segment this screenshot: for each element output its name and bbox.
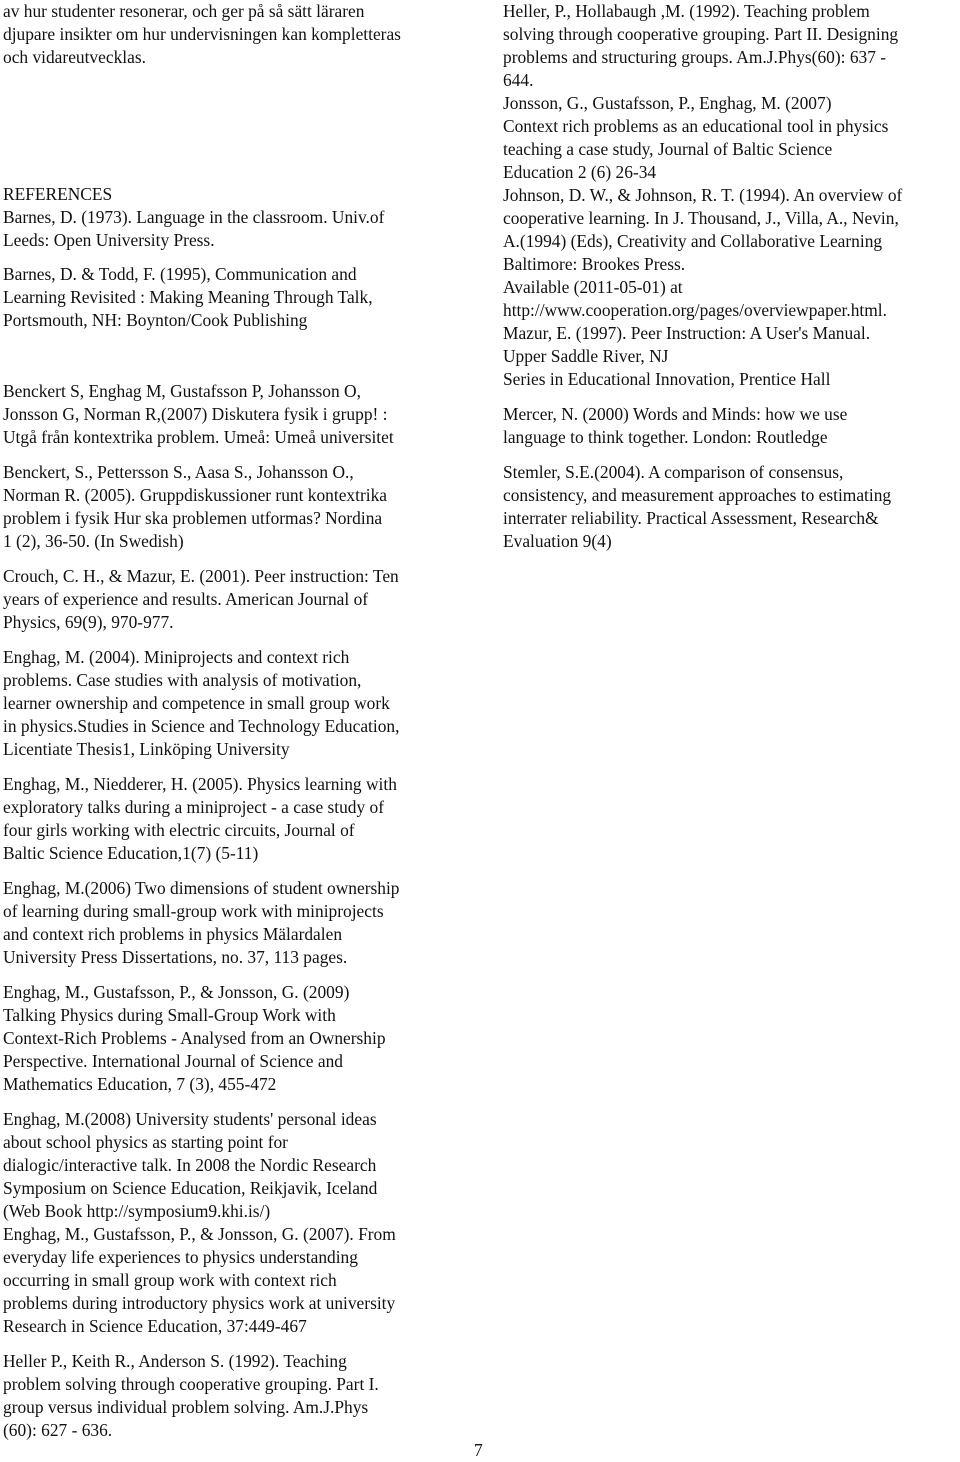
intro-paragraph: av hur studenter resonerar, och ger på så sätt läraren djupare insikter om hur undervisningen kan kompletteras och vidareutvecklas. <box>3 1 401 67</box>
reference-entry: Heller P., Keith R., Anderson S. (1992). Teaching problem solving through cooperative grouping. Part I. group versus individual problem solving. Am.J.Phys (60): 627 - 636. <box>3 1351 379 1440</box>
right-column <box>503 0 958 553</box>
reference-entry: Enghag, M., Gustafsson, P., & Jonsson, G. (2009) Talking Physics during Small-Group Work with Context-Rich Problems - Analysed from an Ownership Perspective. International Journal of Science and Mathematics Education, 7 (3), 455-472 <box>3 982 386 1094</box>
reference-entry: Heller, P., Hollabaugh ,M. (1992). Teaching problem solving through cooperative grouping. Part II. Designing problems and structuring groups. Am.J.Phys(60): 637 - 644. Jonsson, G., Gustafsson, P., Enghag, M. (2007) Context rich problems as an educational tool in physics teaching a case study, Journal of Baltic Science Education 2 (6) 26-34 Johnson, D. W., & Johnson, R. T. (1994). An overview of cooperative learning. In J. Thousand, J., Villa, A., Nevin, A.(1994) (Eds), Creativity and Collaborative Learning Baltimore: Brookes Press. Available (2011-05-01) at http://www.cooperation.org/pages/overviewpaper.html. Mazur, E. (1997). Peer Instruction: A User's Manual. Upper Saddle River, NJ Series in Educational Innovation, Prentice Hall <box>503 1 903 389</box>
reference-entry: Enghag, M.(2008) University students' personal ideas about school physics as starting point for dialogic/interactive talk. In 2008 the Nordic Research Symposium on Science Education, Reikjavik, Iceland (Web Book http://symposium9.khi.is/) Enghag, M., Gustafsson, P., & Jonsson, G. (2007). From everyday life experiences to physics understanding occurring in small group work with context rich problems during introductory physics work at university Research in Science Education, 37:449-467 <box>3 1109 396 1336</box>
reference-entry: Benckert S, Enghag M, Gustafsson P, Johansson O, Jonsson G, Norman R,(2007) Diskutera fysik i grupp! : Utgå från kontextrika problem. Umeå: Umeå universitet <box>3 381 394 447</box>
reference-entry: Enghag, M.(2006) Two dimensions of student ownership of learning during small-group work with miniprojects and context rich problems in physics Mälardalen University Press Dissertations, no. 37, 113 pages. <box>3 878 400 967</box>
reference-entry: Stemler, S.E.(2004). A comparison of consensus, consistency, and measurement approaches to estimating interrater reliability. Practical Assessment, Research& Evaluation 9(4) <box>503 462 892 551</box>
reference-entry: Barnes, D. & Todd, F. (1995), Communication and Learning Revisited : Making Meaning Through Talk, Portsmouth, NH: Boynton/Cook Publishing <box>3 264 373 330</box>
reference-entry: Benckert, S., Pettersson S., Aasa S., Johansson O., Norman R. (2005). Gruppdiskussioner runt kontextrika problem i fysik Hur ska problemen utformas? Nordina 1 (2), 36-50. (In Swedish) <box>3 462 387 551</box>
reference-entry: Enghag, M. (2004). Miniprojects and context rich problems. Case studies with analysis of motivation, learner ownership and competence in small group work in physics.Studies in Science and Technology Education, Licentiate Thesis1, Linköping University <box>3 647 400 759</box>
reference-entry: Crouch, C. H., & Mazur, E. (2001). Peer instruction: Ten years of experience and results. American Journal of Physics, 69(9), 970-977. <box>3 566 399 632</box>
reference-entry: Barnes, D. (1973). Language in the classroom. Univ.of Leeds: Open University Press. <box>3 207 385 250</box>
left-column <box>3 0 473 1442</box>
reference-entry: Mercer, N. (2000) Words and Minds: how we use language to think together. London: Routledge <box>503 404 848 447</box>
page-number: 7 <box>474 1440 483 1460</box>
references-heading: REFERENCES <box>3 184 113 204</box>
reference-entry: Enghag, M., Niedderer, H. (2005). Physics learning with exploratory talks during a miniproject - a case study of four girls working with electric circuits, Journal of Baltic Science Education,1(7) (5-11) <box>3 774 397 863</box>
